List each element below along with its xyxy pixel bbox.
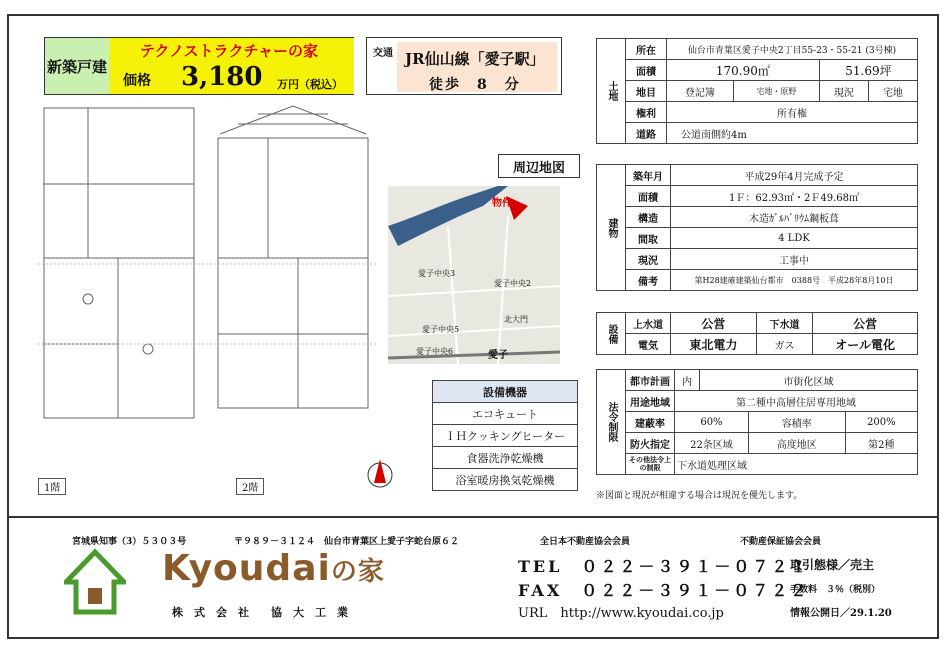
deal-type: 取引態様／売主 <box>790 558 875 572</box>
land-table <box>596 38 918 144</box>
building-key: 構造 <box>626 207 671 228</box>
land-section-label: 土地 <box>597 39 626 144</box>
legal-key: 都市計画 <box>626 370 675 391</box>
use-zone-value: 第二種中高層住居専用地域 <box>675 391 918 412</box>
land-key: 地目 <box>626 81 667 102</box>
far-key: 容積率 <box>748 412 845 433</box>
building-status: 工事中 <box>671 249 918 270</box>
water-key: 上水道 <box>626 313 671 334</box>
company-name: 株 式 会 社 協 大 工 業 <box>172 606 348 619</box>
brand-name: Kyoudai <box>162 548 331 589</box>
price-label: 価格 <box>123 73 151 89</box>
property-name: テクノストラクチャーの家 <box>140 42 319 60</box>
bcr-value: 60% <box>675 412 749 433</box>
legal-key: 建蔽率 <box>626 412 675 433</box>
land-category-registry-value: 宅地・原野 <box>733 81 819 102</box>
building-built: 平成29年4月完成予定 <box>671 165 918 186</box>
building-key: 面積 <box>626 186 671 207</box>
equipment-title: 設備機器 <box>433 381 578 403</box>
other-value: 下水道処理区域 <box>675 454 918 475</box>
access-box <box>366 37 562 95</box>
plan-1f-lower <box>44 258 194 418</box>
land-location: 仙台市青葉区愛子中央2丁目55-23・55-21 (3号棟) <box>667 39 918 60</box>
height-key: 高度地区 <box>748 433 845 454</box>
fee: 手数料 ３％（税別） <box>790 585 881 595</box>
plan-1f-upper <box>44 108 194 258</box>
rail-line <box>388 352 560 358</box>
company-url[interactable]: URL http://www.kyoudai.co.jp <box>518 606 724 621</box>
map-title: 周辺地図 <box>498 154 580 178</box>
disclaimer-note: ※図面と現況が相違する場合は現況を優先します。 <box>596 491 803 501</box>
equipment-item: ＩＨクッキングヒーター <box>433 425 578 447</box>
gas-value: オール電化 <box>813 334 918 355</box>
land-key: 権利 <box>626 102 667 123</box>
floor-2-label: 2階 <box>236 478 264 495</box>
type-label: 新築戸建 <box>45 38 110 94</box>
electric-value: 東北電力 <box>671 334 757 355</box>
height-value: 第2種 <box>845 433 917 454</box>
floor-plans <box>38 104 378 494</box>
sewer-key: 下水道 <box>756 313 813 334</box>
land-category-registry: 登記簿 <box>667 81 734 102</box>
city-plan-in: 内 <box>675 370 700 391</box>
plan-2f-upper <box>218 138 368 258</box>
city-plan-value: 市街化区域 <box>700 370 918 391</box>
map-label: 北大門 <box>504 315 528 324</box>
fire-value: 22条区域 <box>675 433 749 454</box>
access-line: JR仙山線「愛子駅」 <box>405 50 545 68</box>
brand-logo <box>162 548 385 589</box>
building-area: 1Ｆ：62.93㎡・2Ｆ49.68㎡ <box>671 186 918 207</box>
facilities-section-label: 設備 <box>597 313 626 355</box>
map-target-label: 物件 <box>492 198 512 209</box>
map-label: 愛子中央2 <box>494 279 532 288</box>
published-date: 情報公開日／29.1.20 <box>790 608 892 619</box>
water-value: 公営 <box>671 313 757 334</box>
land-key: 所在 <box>626 39 667 60</box>
equipment-item: エコキュート <box>433 403 578 425</box>
building-table <box>596 164 918 291</box>
land-area-sqm: 170.90㎡ <box>667 60 820 81</box>
equipment-item: 食器洗浄乾燥機 <box>433 447 578 469</box>
legal-table <box>596 369 918 475</box>
map-label: 愛子中央6 <box>416 347 454 356</box>
footer-divider <box>7 516 939 518</box>
license-number: 宮城県知事（3）５３０３号 <box>72 537 187 547</box>
price-value: 3,180 <box>181 62 263 92</box>
map-graphic <box>388 186 560 364</box>
map-label: 愛子中央5 <box>422 325 460 334</box>
legal-section-label: 法令制限 <box>597 370 626 475</box>
access-label: 交通 <box>373 48 393 59</box>
far-value: 200% <box>845 412 917 433</box>
land-road: 公道南側約4m <box>667 123 918 144</box>
building-key: 間取 <box>626 228 671 249</box>
price-unit: 万円（税込） <box>277 78 343 91</box>
plan-2f-lower <box>218 258 368 408</box>
north-arrow-icon <box>365 455 395 491</box>
floor-1-label: 1階 <box>38 478 66 495</box>
building-key: 築年月 <box>626 165 671 186</box>
land-right: 所有権 <box>667 102 918 123</box>
tel-number: TEL ０２２－３９１－０７２１ <box>518 557 810 576</box>
building-remarks: 第H28建確建築仙台都市 0388号 平成28年8月10日 <box>671 270 918 291</box>
land-key: 道路 <box>626 123 667 144</box>
legal-key: 防火指定 <box>626 433 675 454</box>
sewer-value: 公営 <box>813 313 918 334</box>
land-category-current-value: 宅地 <box>868 81 917 102</box>
electric-key: 電気 <box>626 334 671 355</box>
legal-key: 用途地域 <box>626 391 675 412</box>
equipment-table <box>432 380 578 491</box>
association-2: 不動産保証協会会員 <box>740 537 822 547</box>
association-1: 全日本不動産協会会員 <box>540 537 631 547</box>
fax-number: FAX ０２２－３９１－０７２２ <box>518 581 810 600</box>
building-layout: 4 LDK <box>671 228 918 249</box>
building-section-label: 建物 <box>597 165 626 291</box>
price-box <box>44 37 354 95</box>
building-key: 現況 <box>626 249 671 270</box>
legal-key: その他法令上の制限 <box>626 454 675 475</box>
equipment-item: 浴室暖房換気乾燥機 <box>433 469 578 491</box>
area-map <box>388 186 560 364</box>
land-key: 面積 <box>626 60 667 81</box>
map-label: 愛子中央3 <box>418 269 456 278</box>
building-key: 備考 <box>626 270 671 291</box>
land-area-tsubo: 51.69坪 <box>819 60 917 81</box>
company-address: 〒９８９－３１２４ 仙台市青葉区上愛子字蛇台原６２ <box>234 537 460 547</box>
brand-suffix: の家 <box>330 557 385 587</box>
gas-key: ガス <box>756 334 813 355</box>
facilities-table <box>596 312 918 355</box>
house-logo-icon <box>64 548 126 616</box>
building-structure: 木造ｶﾞﾙﾊﾞﾘｳﾑ鋼板葺 <box>671 207 918 228</box>
access-walk: 徒歩 8 分 <box>429 77 521 93</box>
land-category-current: 現況 <box>819 81 868 102</box>
station-label: 愛子 <box>488 350 508 361</box>
